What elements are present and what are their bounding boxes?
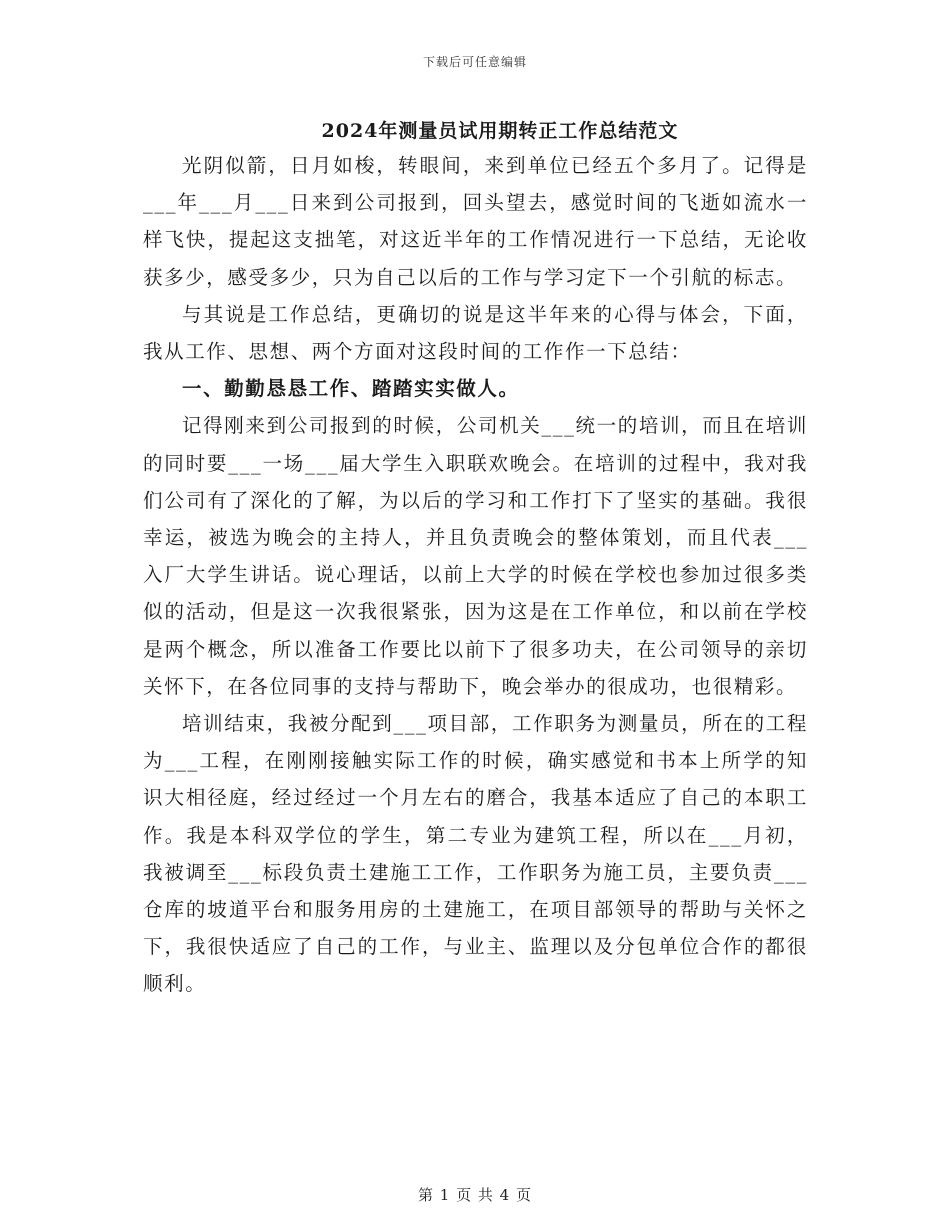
document-body: [143, 147, 808, 1003]
paragraph-overview: 与其说是工作总结，更确切的说是这半年来的心得与体会，下面，我从工作、思想、两个方面对这段时间的工作作一下总结：: [143, 302, 808, 364]
document-title: 2024年测量员试用期转正工作总结范文: [321, 120, 679, 142]
paragraph-intro: 光阴似箭，日月如梭，转眼间，来到单位已经五个多月了。记得是___年___月___日来到公司报到，回头望去，感觉时间的飞逝如流水一样飞快，提起这支拙笔，对这近半年的工作情况进行一下总结，无论收获多少，感受多少，只为自己以后的工作与学习定下一个引航的标志。: [143, 154, 808, 289]
header-note: 下载后可任意编辑: [422, 55, 527, 69]
paragraph-assignment: 培训结束，我被分配到___项目部，工作职务为测量员，所在的工程为___工程，在刚刚接触实际工作的时候，确实感觉和书本上所学的知识大相径庭，经过经过一个月左右的磨合，我基本适应了自己的本职工作。我是本科双学位的学生，第二专业为建筑工程，所以在___月初，我被调至___标段负责土建施工工作，工作职务为施工员，主要负责___仓库的坡道平台和服务用房的土建施工，在项目部领导的帮助与关怀之下，我很快适应了自己的工作，与业主、监理以及分包单位合作的都很顺利。: [143, 712, 808, 996]
paragraph-training: 记得刚来到公司报到的时候，公司机关___统一的培训，而且在培训的同时要___一场___届大学生入职联欢晚会。在培训的过程中，我对我们公司有了深化的了解，为以后的学习和工作打下了坚实的基础。我很幸运，被选为晚会的主持人，并且负责晚会的整体策划，而且代表___入厂大学生讲话。说心理话，以前上大学的时候在学校也参加过很多类似的活动，但是这一次我很紧张，因为这是在工作单位，和以前在学校是两个概念，所以准备工作要比以前下了很多功夫，在公司领导的亲切关怀下，在各位同事的支持与帮助下，晚会举办的很成功，也很精彩。: [143, 414, 808, 698]
page-number: 第 1 页 共 4 页: [418, 1186, 532, 1204]
section-heading-1: 一、勤勤恳恳工作、踏踏实实做人。: [182, 377, 520, 401]
